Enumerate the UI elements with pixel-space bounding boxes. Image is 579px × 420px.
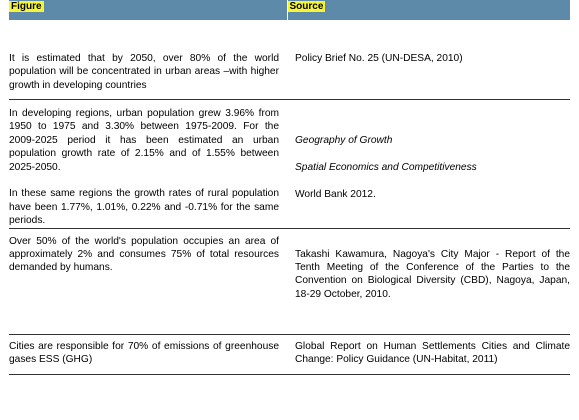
source-text: Policy Brief No. 25 (UN-DESA, 2010) [295, 53, 463, 64]
source-text: Spatial Economics and Competitiveness [295, 161, 477, 173]
source-text: Geography of Growth [295, 135, 393, 146]
table-row [9, 100, 570, 229]
figure-text: In developing regions, urban population grew 3.96% from 1950 to 1975 and 3.30% between 1975-2009. For the 2009-2025 period it has been estimated an urban population growth rate of 2.15% and of 1.55% between 2025-2050. [9, 108, 279, 173]
table-row [9, 228, 570, 334]
table-row [9, 334, 570, 374]
source-text: World Bank 2012. [295, 188, 376, 200]
figure-column-header [9, 0, 287, 20]
figure-header-label: Figure [11, 1, 42, 12]
source-text: Global Report on Human Settlements Cities and Climate Change: Policy Guidance (UN-Habitat, 2011) [295, 340, 570, 366]
figure-cell [9, 20, 287, 100]
figure-cell [9, 334, 287, 374]
source-text: Takashi Kawamura, Nagoya's City Major - Report of the Tenth Meeting of the Conference of the Parties to the Convention on Biological Diversity (CBD), Nagoya, Japan, 18-29 October, 2010. [295, 248, 570, 300]
figures-table [9, 0, 570, 375]
source-column-header [287, 0, 570, 20]
source-cell [287, 20, 570, 100]
source-cell [287, 228, 570, 334]
figure-text: Over 50% of the world's population occupies an area of approximately 2% and consumes 75% of total resources demanded by humans. [9, 235, 279, 274]
figure-text: In these same regions the growth rates of rural population have been 1.77%, 1.01%, 0.22% and -0.71% for the same periods. [9, 188, 279, 227]
source-header-label: Source [289, 1, 324, 12]
figure-cell [9, 228, 287, 334]
source-cell [287, 334, 570, 374]
figure-cell [9, 100, 287, 229]
source-cell [287, 100, 570, 229]
figure-text: Cities are responsible for 70% of emissions of greenhouse gases ESS (GHG) [9, 340, 279, 366]
table-row [9, 20, 570, 100]
figure-text: It is estimated that by 2050, over 80% of the world population will be concentrated in urban areas –with higher growth in developing countries [9, 53, 279, 91]
table-header-row [9, 0, 570, 20]
